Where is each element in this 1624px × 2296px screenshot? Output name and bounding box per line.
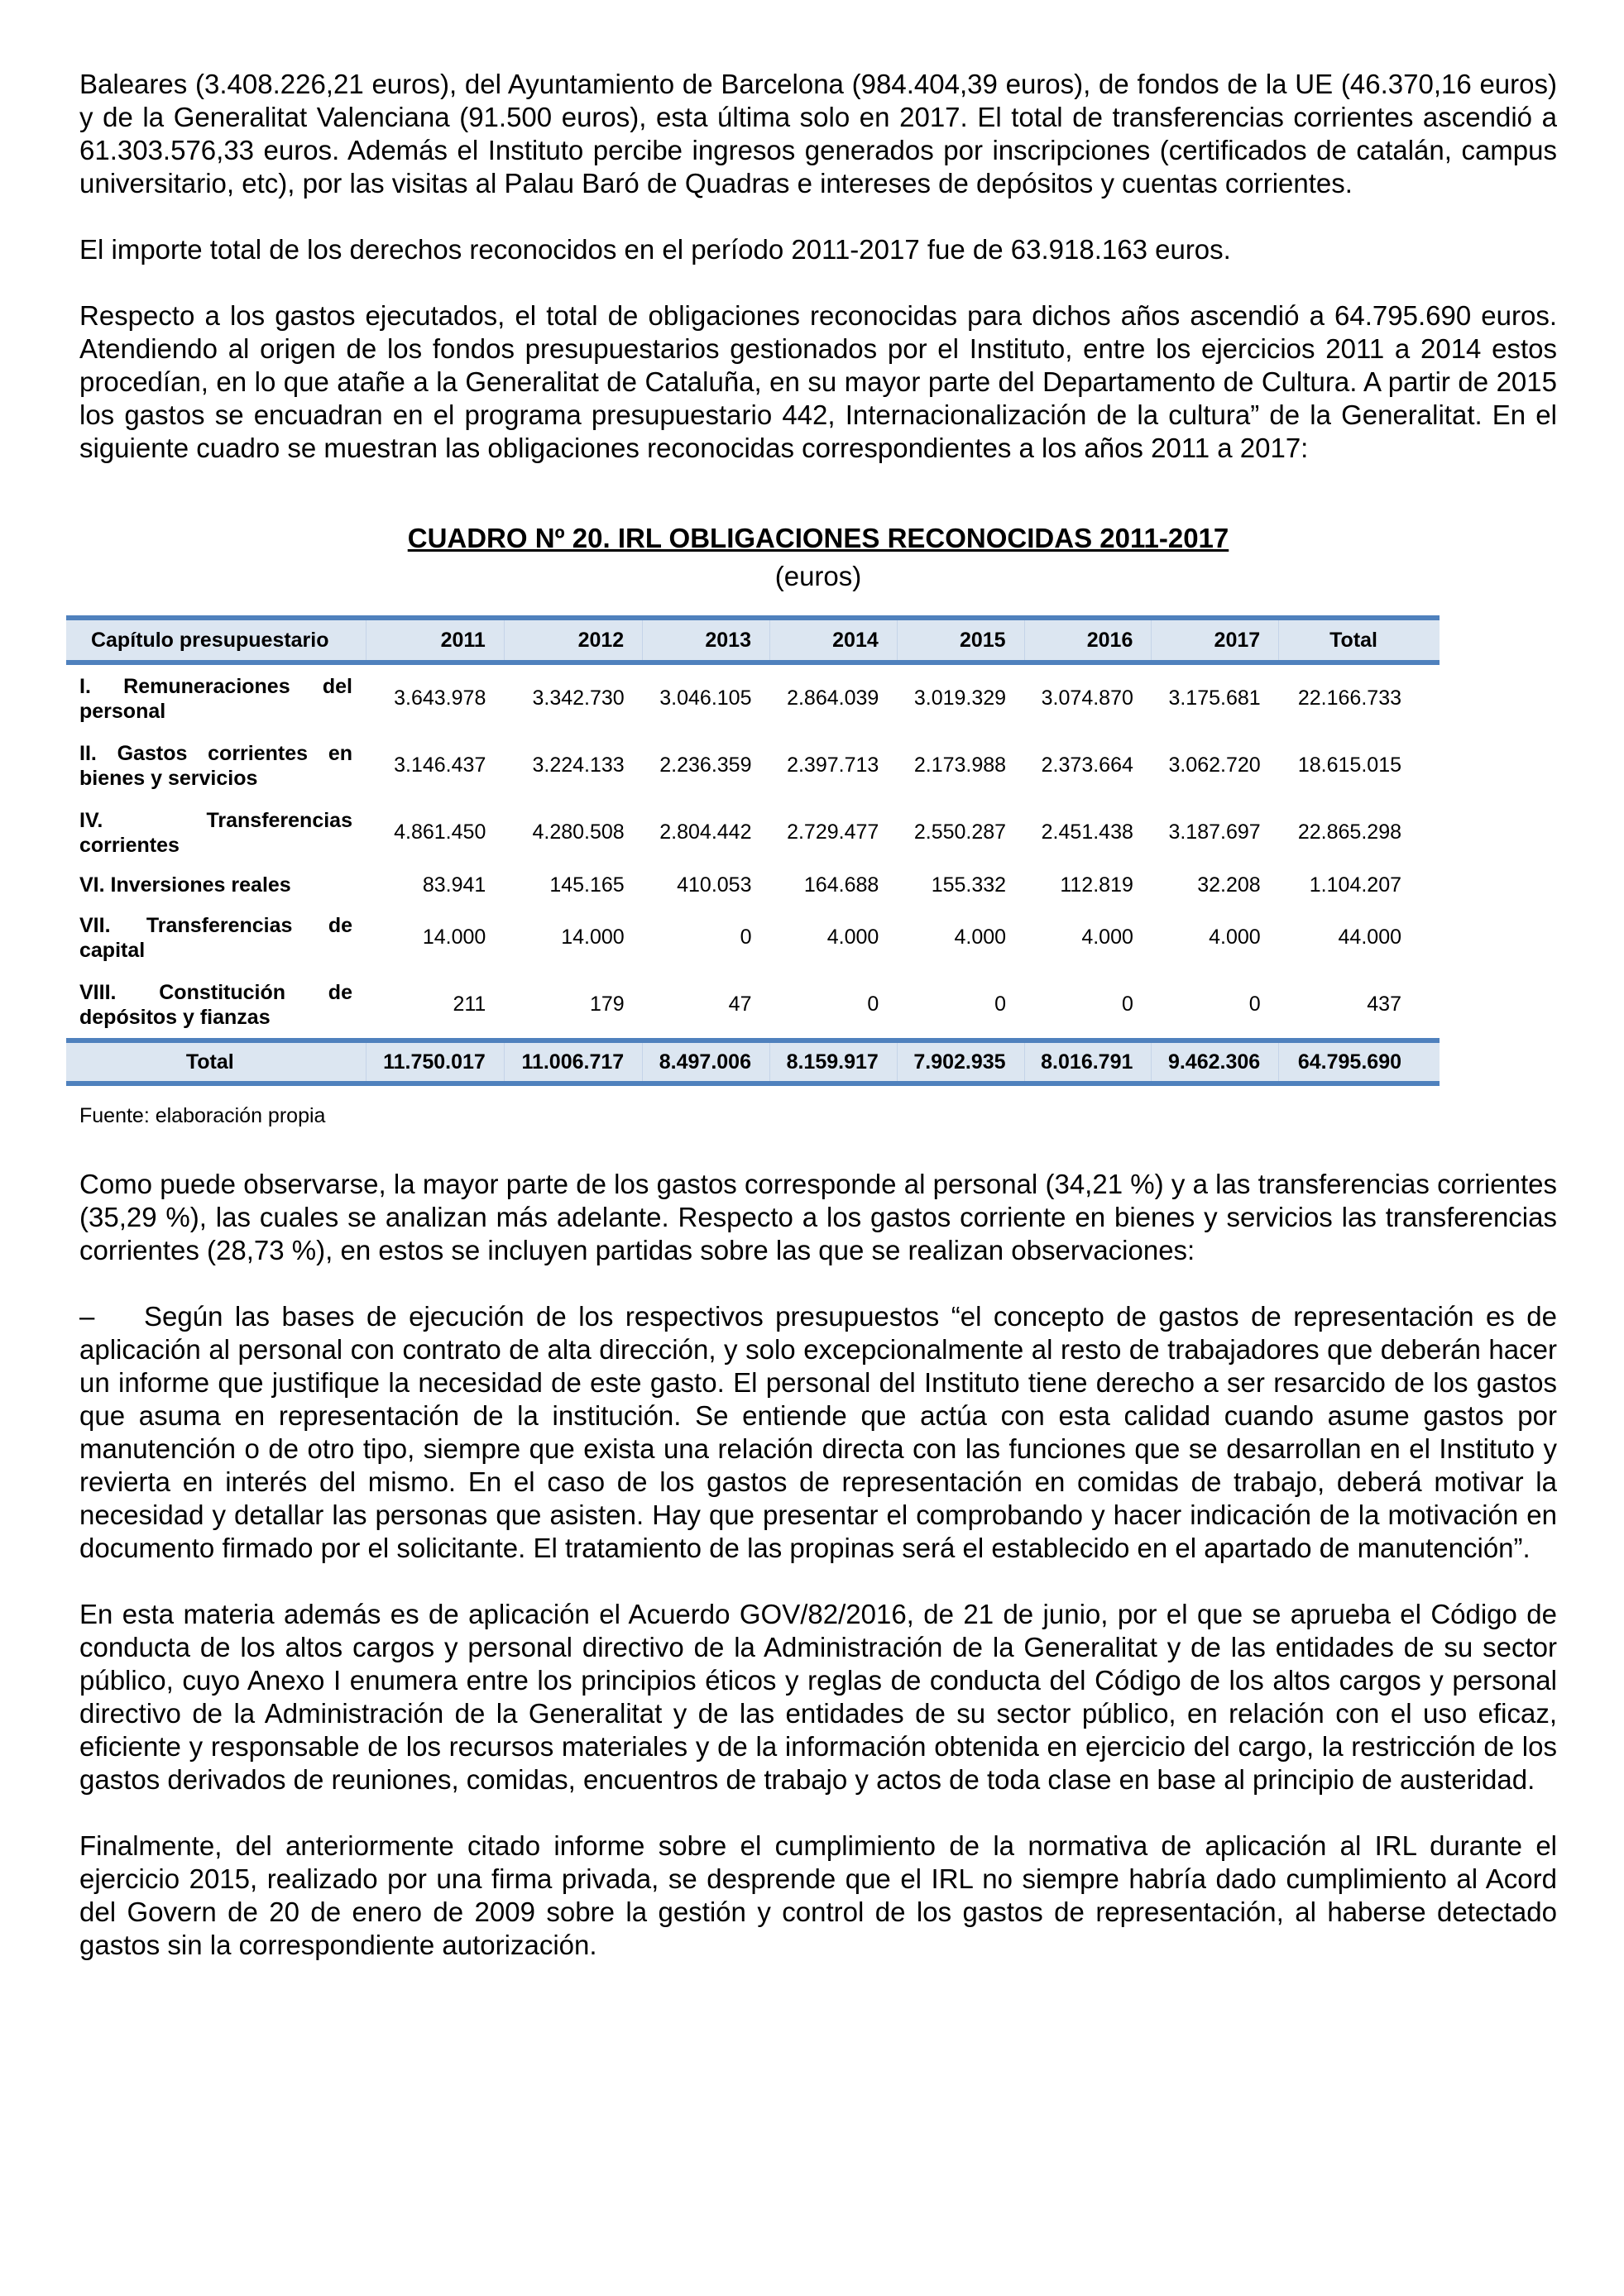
paragraph-rights-total: El importe total de los derechos reconocidos en el período 2011-2017 fue de 63.918.163 euros.: [79, 234, 1231, 265]
cell: 4.280.508: [532, 820, 625, 844]
bullet-item-representation-expenses: [79, 1300, 1557, 1565]
header-total: Total: [1279, 618, 1440, 662]
header-chapter: Capítulo presupuestario: [90, 628, 329, 652]
header-2017: 2017: [1152, 618, 1279, 662]
total-cell: 11.006.717: [504, 1040, 642, 1083]
cell: 3.643.978: [394, 686, 486, 710]
cell-total: 18.615.015: [1297, 753, 1401, 777]
cell: 112.819: [1060, 873, 1133, 897]
cell-total: 44.000: [1338, 926, 1401, 949]
total-cell: 8.016.791: [1024, 1040, 1152, 1083]
paragraph-funding-sources: Baleares (3.408.226,21 euros), del Ayuntamiento de Barcelona (984.404,39 euros), de fondos de la UE (46.370,16 euros) y de la Generalitat Valenciana (91.500 euros), esta última solo en 2017. El total de transferencias corrientes ascendió a 61.303.576,33 euros. Además el Instituto percibe ingresos generados por inscripciones (certificados de catalán, campus universitario, etc), por las visitas al Palau Baró de Quadras e intereses de depósitos y cuentas corrientes.: [79, 69, 1557, 199]
cell: 83.941: [422, 873, 486, 897]
cell: 3.342.730: [532, 686, 625, 710]
header-2014: 2014: [769, 618, 897, 662]
row-label: VI. Inversiones reales: [79, 873, 291, 897]
header-2015: 2015: [897, 618, 1024, 662]
cell: 0: [1248, 993, 1261, 1016]
cell-total: 22.865.298: [1297, 820, 1401, 844]
table-row: [66, 732, 1440, 799]
cell: 2.804.442: [659, 820, 752, 844]
cell: 2.173.988: [913, 753, 1007, 777]
grand-total-cell: 64.795.690: [1279, 1040, 1440, 1083]
total-cell: 8.159.917: [769, 1040, 897, 1083]
cell: 155.332: [931, 873, 1007, 897]
table-row: [66, 904, 1440, 971]
cell: 3.187.697: [1168, 820, 1261, 844]
cell: 179: [589, 993, 625, 1016]
table-header-row: [66, 618, 1440, 662]
table-row: [66, 866, 1440, 904]
cell: 2.397.713: [787, 753, 879, 777]
cell: 3.146.437: [394, 753, 486, 777]
row-label: I. Remuneraciones del personal: [79, 674, 352, 723]
cell: 3.224.133: [532, 753, 625, 777]
cell-total: 437: [1367, 993, 1401, 1016]
table-row: [66, 799, 1440, 866]
table-unit: (euros): [774, 561, 862, 591]
header-2016: 2016: [1024, 618, 1152, 662]
table-total-row: [66, 1040, 1440, 1083]
row-label: IV. Transferencias corrientes: [79, 808, 352, 857]
cell: 0: [1121, 993, 1133, 1016]
cell: 4.000: [1081, 926, 1133, 949]
paragraph-expenses-intro: Respecto a los gastos ejecutados, el total de obligaciones reconocidas para dichos años ascendió a 64.795.690 euros. Atendiendo al origen de los fondos presupuestarios gestionados por el Instituto, entre los ejercicios 2011 a 2014 estos procedían, en lo que atañe a la Generalitat de Cataluña, en su mayor parte del Departamento de Cultura. A partir de 2015 los gastos se encuadran en el programa presupuestario 442, Internacionalización de la cultura” de la Generalitat. En el siguiente cuadro se muestran las obligaciones reconocidas correspondientes a los años 2011 a 2017:: [79, 300, 1557, 463]
cell: 2.236.359: [659, 753, 752, 777]
paragraph-code-of-conduct: En esta materia además es de aplicación el Acuerdo GOV/82/2016, de 21 de junio, por el que se aprueba el Código de conducta de los altos cargos y personal directivo de la Administración de la Generalitat y de las entidades de su sector público, cuyo Anexo I enumera entre los principios éticos y reglas de conducta del Código de los altos cargos y personal directivo de la Administración de la Generalitat y de las entidades de su sector público, en relación con el uso eficaz, eficiente y responsable de los recursos materiales y de la información obtenida en ejercicio del cargo, la restricción de los gastos derivados de reuniones, comidas, encuentros de trabajo y actos de toda clase en base al principio de austeridad.: [79, 1599, 1557, 1795]
cell: 3.046.105: [659, 686, 752, 710]
cell: 14.000: [422, 926, 486, 949]
cell: 3.062.720: [1168, 753, 1261, 777]
cell: 3.074.870: [1041, 686, 1133, 710]
cell: 2.864.039: [787, 686, 879, 710]
total-label: Total: [185, 1050, 234, 1074]
cell: 164.688: [803, 873, 879, 897]
cell: 0: [867, 993, 879, 1016]
header-2012: 2012: [504, 618, 642, 662]
obligations-table: [66, 615, 1440, 1086]
total-cell: 11.750.017: [366, 1040, 504, 1083]
cell-total: 22.166.733: [1297, 686, 1401, 710]
cell: 410.053: [677, 873, 752, 897]
cell: 4.000: [1209, 926, 1261, 949]
cell: 4.000: [826, 926, 879, 949]
total-cell: 7.902.935: [897, 1040, 1024, 1083]
paragraph-analysis: Como puede observarse, la mayor parte de los gastos corresponde al personal (34,21 %) y a las transferencias corrientes (35,29 %), las cuales se analizan más adelante. Respecto a los gastos corriente en bienes y servicios las transferencias corrientes (28,73 %), en estos se incluyen partidas sobre las que se realizan observaciones:: [79, 1169, 1557, 1265]
cell: 4.861.450: [394, 820, 486, 844]
table-row: [66, 662, 1440, 732]
total-cell: 9.462.306: [1152, 1040, 1279, 1083]
cell: 2.550.287: [913, 820, 1007, 844]
cell: 0: [740, 926, 752, 949]
header-2013: 2013: [643, 618, 770, 662]
cell: 145.165: [549, 873, 625, 897]
total-cell: 8.497.006: [643, 1040, 770, 1083]
cell: 47: [728, 993, 752, 1016]
bullet-text: Según las bases de ejecución de los respectivos presupuestos “el concepto de gastos de representación es de aplicación al personal con contrato de alta dirección, y solo excepcionalmente al resto de trabajadores que deberán hacer un informe que justifique la necesidad de este gasto. El personal del Instituto tiene derecho a ser resarcido de los gastos que asuma en representación de la institución. Se entiende que actúa con esta calidad cuando asume gastos por manutención o de otro tipo, siempre que exista una relación directa con las funciones que se desarrollan en el Instituto y revierta en interés del mismo. En el caso de los gastos de representación en comidas de trabajo, deberá motivar la necesidad y detallar las personas que asisten. Hay que presentar el comprobando y hacer indicación de la motivación en documento firmado por el solicitante. El tratamiento de las propinas será el establecido en el apartado de manutención”.: [79, 1301, 1557, 1563]
table-source-note: Fuente: elaboración propia: [79, 1104, 326, 1127]
cell: 14.000: [561, 926, 625, 949]
cell: 4.000: [954, 926, 1007, 949]
row-label: VII. Transferencias de capital: [79, 913, 352, 962]
table-row: [66, 971, 1440, 1040]
cell: 2.729.477: [787, 820, 879, 844]
table-title: CUADRO Nº 20. IRL OBLIGACIONES RECONOCIDAS 2011-2017: [407, 523, 1229, 553]
cell: 2.451.438: [1041, 820, 1133, 844]
cell: 2.373.664: [1041, 753, 1133, 777]
cell-total: 1.104.207: [1309, 873, 1401, 897]
cell: 3.019.329: [913, 686, 1007, 710]
dash-bullet-icon: –: [79, 1301, 95, 1332]
document-page: [79, 68, 1557, 1995]
cell: 211: [453, 993, 486, 1016]
cell: 3.175.681: [1168, 686, 1261, 710]
cell: 32.208: [1197, 873, 1261, 897]
row-label: II. Gastos corrientes en bienes y servicios: [79, 741, 352, 790]
paragraph-conclusion: Finalmente, del anteriormente citado informe sobre el cumplimiento de la normativa de aplicación al IRL durante el ejercicio 2015, realizado por una firma privada, se desprende que el IRL no siempre habría dado cumplimiento al Acord del Govern de 20 de enero de 2009 sobre la gestión y control de los gastos de representación, al haberse detectado gastos sin la correspondiente autorización.: [79, 1830, 1557, 1960]
row-label: VIII. Constitución de depósitos y fianzas: [79, 980, 352, 1029]
cell: 0: [994, 993, 1007, 1016]
header-2011: 2011: [366, 618, 504, 662]
